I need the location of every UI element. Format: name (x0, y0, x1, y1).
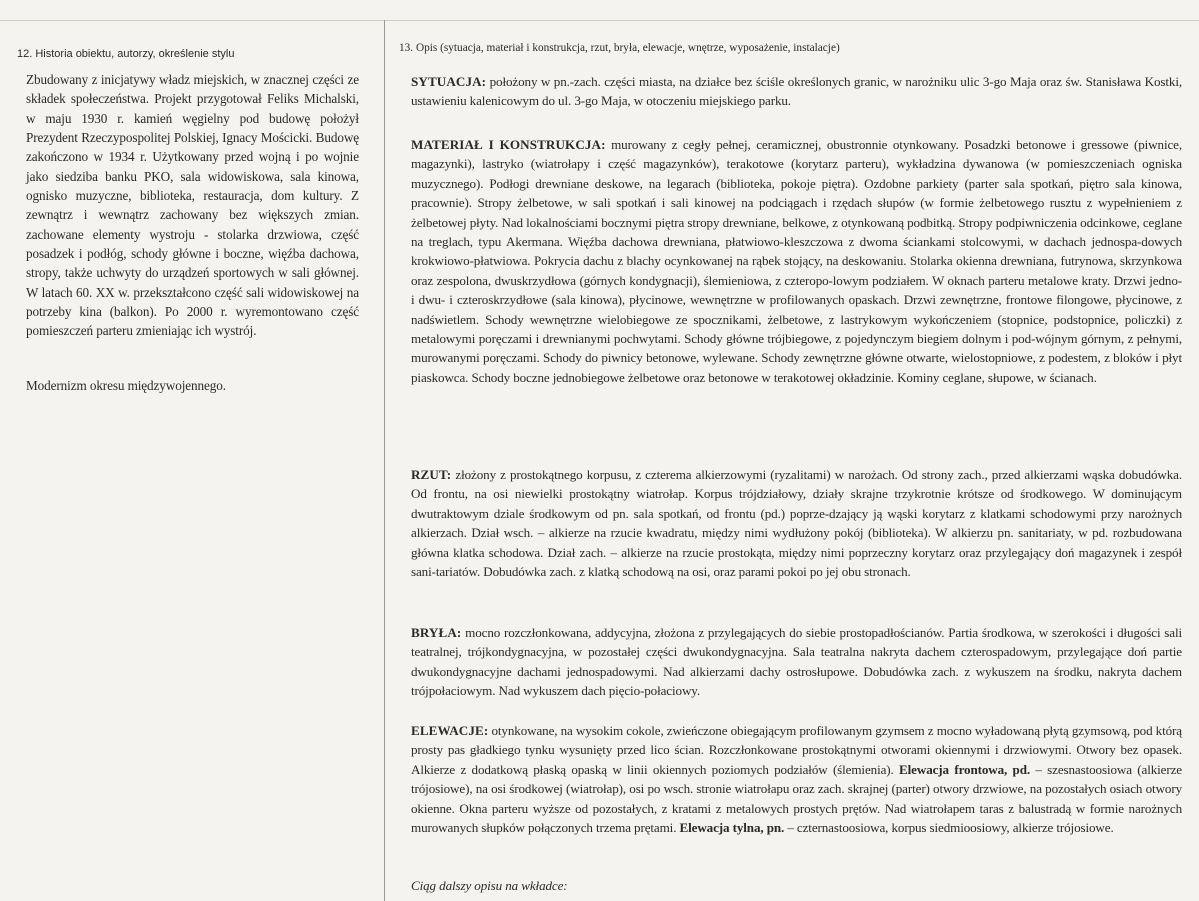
style-text: Modernizm okresu międzywojennego. (26, 378, 226, 393)
bryla-paragraph (411, 623, 1182, 701)
continuation-note: Ciąg dalszy opisu na wkładce: (411, 878, 568, 893)
bryla-label: BRYŁA: (411, 625, 462, 640)
front-elevation-label: Elewacja frontowa, pd. (899, 761, 1031, 777)
elewacje-text-1: otynkowane, na wysokim cokole, zwieńczone obiegającym profilowanym gzymsem z mocno wyładowaną płytą gzymsową, pod którą prosty pas gładkiego tynku wysunięty przed lico ścian. Rozczłonkowane prostokątnymi otworami okiennymi i drzwiowymi. Otwory bez opasek. Alkierze z dodatkową płaską opaską w linii okiennych poziomych podziałów (ślemienia). (411, 723, 1182, 777)
column-divider (384, 20, 385, 901)
rzut-label: RZUT: (411, 467, 452, 482)
elewacje-paragraph (411, 721, 1182, 837)
top-rule (0, 20, 1199, 21)
elewacje-text-3: – czternastoosiowa, korpus siedmioosiowy, alkierze trójosiowe. (784, 820, 1114, 836)
sytuacja-label: SYTUACJA: (411, 74, 487, 89)
material-label: MATERIAŁ I KONSTRUKCJA: (411, 137, 606, 152)
material-text: murowany z cegły pełnej, ceramicznej, obustronnie otynkowany. Posadzki betonowe i gressowe (piwnice, magazynki), lastryko (wiatrołapy i część magazynków), terakotowe (korytarz parteru), wykładzina dywanowa (w pomieszczeniach ogniska muzycznego). Podłogi drewniane deskowe, na legarach (biblioteka, pokoje piętra). Ozdobne parkiety (parter sala spotkań, piętro sala kinowa, pracownie). Stropy żelbetowe, w sali spotkań i sali kinowej na podciągach i rzędach słupów (w formie żelbetowego rusztu z wypełnieniem z żelbetowej płyty. Nad lokalnościami bocznymi piętra stropy drewniane, belkowe, z otynkowaną podbitką. Stropy podpiwniczenia odcinkowe, ceglane na treglach, typu Akermana. Więźba dachowa drewniana, płatwiowo-kleszczowa z dwoma ściankami stolcowymi, w dachach jednospa-dowych krokwiowo-płatwiowa. Pokrycia dachu z blachy ocynkowanej na rąbek stojący, na deskowaniu. Stolarka okienna drewniana, futrynowa, skrzynkowa oraz zespolona, dwuskrzydłowa (górnych kondygnacji), ślemieniowa, z czteropo-lowym podziałem. W oknach parteru metalowe kraty. Drzwi jedno- i dwu- i czteroskrzydłowe (sala kinowa), płycinowe, wewnętrzne w profilowanych opaskach. Drzwi zewnętrzne, frontowe filongowe, płycinowe, z nadświetlem. Schody wewnętrzne wielobiegowe ze spocznikami, żelbetowe, z lastrykowym wykończeniem (stopnice, podstopnice, policzki) z metalowymi poręczami i drewnianymi pochwytami. Schody główne trójbiegowe, z pojedynczym biegiem dolnym i pod-wójnym górnym, z pełnymi, murowanymi poręczami. Schody do piwnicy betonowe, wylewane. Schody zewnętrzne główne otwarte, wielostopniowe, z podestem, z bloków i płyt piaskowca. Schody boczne jednobiegowe żelbetowe oraz betonowe w terakotowej okładzinie. Kominy ceglane, słupowe, w ścianach. (411, 137, 1183, 385)
material-paragraph (411, 135, 1182, 387)
history-text: Zbudowany z inicjatywy władz miejskich, w znacznej części ze składek społeczeństwa. Projekt przygotował Feliks Michalski, w maju 1930 r. kamień węgielny pod budowę położył Prezydent Rzeczypospolitej Polskiej, Ignacy Mościcki. Budowę zakończono w 1934 r. Użytkowany przed wojną i po wojnie jako siedziba banku PKO, sala widowiskowa, sala kinowa, ognisko muzyczne, biblioteka, restauracja, dom kultury. Z zewnątrz i wewnątrz zachowany bez większych zmian. zachowane elementy wystroju - stolarka drzwiowa, część posadzek i podłóg, schody główne i boczne, więźba dachowa, stropy, także uchwyty do urządzeń sportowych w sali głównej. W latach 60. XX w. przekształcono część sali widowiskowej na potrzeby kina (balkon). Po 2000 r. wyremontowano część pomieszczeń parteru zmieniając ich wystrój. (26, 72, 359, 339)
elewacje-text-2: – szesnastoosiowa (alkierze trójosiowe), na osi środkowej (wiatrołap), osi po wsch. stronie wiatrołapu oraz zach. skrajnej (parter) otwory drzwiowe, na pozostałych osiach otwory okienne. Okna parteru wyższe od pozostałych, z kratami z metalowych prostych prętów. Nad wiatrołapem taras z balustradą w formie narożnych murowanych słupków połączonych trzema prętami. (411, 761, 1182, 836)
rzut-paragraph (411, 465, 1182, 581)
sytuacja-text: położony w pn.-zach. części miasta, na działce bez ściśle określonych granic, w narożniku ulic 3-go Maja oraz św. Stanisława Kostki, ustawieniu kalenicowym do ul. 3-go Maja, w otoczeniu miejskiego parku. (411, 74, 1182, 109)
section-13-header: 13. Opis (sytuacja, materiał i konstrukcja, rzut, bryła, elewacje, wnętrze, wyposażenie, instalacje) (399, 42, 840, 54)
section-12-header: 12. Historia obiektu, autorzy, określenie stylu (17, 48, 235, 60)
elewacje-label: ELEWACJE: (411, 723, 489, 738)
bryla-text: mocno rozczłonkowana, addycyjna, złożona z przylegających do siebie prostopadłościanów. Partia środkowa, w szerokości i długości sali teatralnej, trójkondygnacyjna, w pozostałej części dwukondygnacyjna. Sala teatralna nakryta dachem czterospadowym, przylegające doń partie dwukondygnacyjne dachami jednospadowymi. Nad alkierzami dachy ostrosłupowe. Dobudówka zach. z wykuszem na środku, nakryta dachem trójpołaciowym. Nad wykuszem dach pięcio-połaciowy. (411, 625, 1182, 699)
sytuacja-paragraph (411, 72, 1182, 111)
rzut-text: złożony z prostokątnego korpusu, z czterema alkierzowymi (ryzalitami) w narożach. Od strony zach., przed alkierzami wąska dobudówka. Od frontu, na osi niewielki prostokątny wiatrołap. Korpus trójdziałowy, działy skrajne trzykrotnie krótsze od środkowego. W dominującym dwutraktowym dziale środkowym od pn. sala spotkań, od frontu (pd.) poprze-dzający ją wąski korytarz z klatkami schodowymi przy narożnych alkierzach. Dział wsch. – alkierze na rzucie kwadratu, między nimi wydłużony pokój (biblioteka). W alkierzu pn. sanitariaty, w pd. rozbudowana główna klatka schodowa. Dział zach. – alkierze na rzucie prostokąta, między nimi poprzeczny korytarz oraz przylegający doń magazynek i zespół sani-tariatów. Dobudówka zach. z klatką schodową na osi, oraz parami pokoi po jej obu stronach. (411, 467, 1182, 580)
rear-elevation-label: Elewacja tylna, pn. (679, 820, 785, 836)
